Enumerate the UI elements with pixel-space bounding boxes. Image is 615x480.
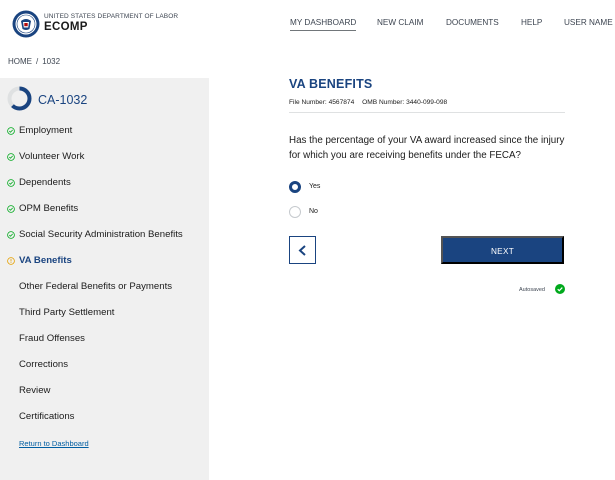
- omb-number-label: OMB Number:: [362, 99, 405, 106]
- nav-new-claim[interactable]: NEW CLAIM: [377, 18, 424, 27]
- step-ssa-benefits[interactable]: [0, 227, 209, 245]
- app-name[interactable]: ECOMP: [44, 21, 88, 33]
- step-review[interactable]: [0, 383, 209, 401]
- step-volunteer-work[interactable]: [0, 149, 209, 167]
- step-label: Corrections: [19, 359, 69, 370]
- breadcrumb-home[interactable]: HOME: [8, 57, 32, 66]
- step-employment[interactable]: [0, 123, 209, 141]
- form-sidebar: [0, 78, 209, 480]
- radio-button-selected[interactable]: [289, 181, 301, 193]
- radio-label[interactable]: Yes: [309, 183, 321, 190]
- form-meta: [289, 99, 447, 106]
- file-number: 4567874: [328, 99, 355, 106]
- step-label: Employment: [19, 125, 73, 136]
- step-fraud-offenses[interactable]: [0, 331, 209, 349]
- check-circle-icon: [7, 231, 15, 239]
- step-label: Review: [19, 385, 51, 396]
- check-circle-icon: [7, 127, 15, 135]
- radio-option-no[interactable]: [289, 206, 409, 220]
- form-code: CA-1032: [38, 93, 88, 107]
- file-number-label: File Number:: [289, 99, 327, 106]
- breadcrumb-separator: /: [36, 57, 39, 66]
- step-label: Social Security Administration Benefits: [19, 229, 183, 240]
- page-title: VA BENEFITS: [289, 77, 373, 91]
- step-certifications[interactable]: [0, 409, 209, 427]
- title-divider: [289, 112, 565, 113]
- dol-seal-icon[interactable]: [12, 10, 40, 38]
- next-button[interactable]: NEXT: [441, 236, 564, 264]
- step-third-party-settlement[interactable]: [0, 305, 209, 323]
- return-to-dashboard-link[interactable]: Return to Dashboard: [19, 439, 89, 448]
- nav-documents[interactable]: DOCUMENTS: [446, 18, 499, 27]
- radio-button[interactable]: [289, 206, 301, 218]
- check-circle-icon: [7, 205, 15, 213]
- breadcrumb: [8, 57, 60, 66]
- breadcrumb-current: 1032: [42, 57, 61, 66]
- nav-user-name[interactable]: USER NAME: [564, 18, 613, 27]
- radio-label[interactable]: No: [309, 208, 318, 215]
- step-opm-benefits[interactable]: [0, 201, 209, 219]
- step-label: Certifications: [19, 411, 75, 422]
- nav-help[interactable]: HELP: [521, 18, 543, 27]
- nav-my-dashboard[interactable]: MY DASHBOARD: [290, 18, 356, 31]
- chevron-left-icon: [298, 245, 307, 256]
- step-corrections[interactable]: [0, 357, 209, 375]
- step-label: OPM Benefits: [19, 203, 79, 214]
- check-circle-icon: [7, 153, 15, 161]
- step-label: Third Party Settlement: [19, 307, 115, 318]
- autosave-status: Autosaved: [519, 287, 545, 293]
- check-circle-icon: [7, 179, 15, 187]
- step-label: VA Benefits: [19, 255, 72, 266]
- main-content: [289, 0, 565, 480]
- info-circle-icon: [7, 257, 15, 265]
- radio-option-yes[interactable]: [289, 181, 409, 195]
- step-label: Other Federal Benefits or Payments: [19, 281, 173, 292]
- step-label: Dependents: [19, 177, 71, 188]
- back-button[interactable]: [289, 236, 316, 264]
- step-other-federal-benefits[interactable]: [0, 279, 209, 297]
- step-dependents[interactable]: [0, 175, 209, 193]
- check-circle-filled-icon: [555, 284, 565, 294]
- omb-number: 3440-099-098: [406, 99, 448, 106]
- question-text: Has the percentage of your VA award increased since the injury for which you are receiving benefits under the FECA?: [289, 135, 565, 161]
- agency-name: UNITED STATES DEPARTMENT OF LABOR: [44, 13, 179, 20]
- form-progress-ring: [7, 86, 32, 111]
- step-label: Fraud Offenses: [19, 333, 85, 344]
- step-label: Volunteer Work: [19, 151, 85, 162]
- step-va-benefits[interactable]: [0, 253, 209, 271]
